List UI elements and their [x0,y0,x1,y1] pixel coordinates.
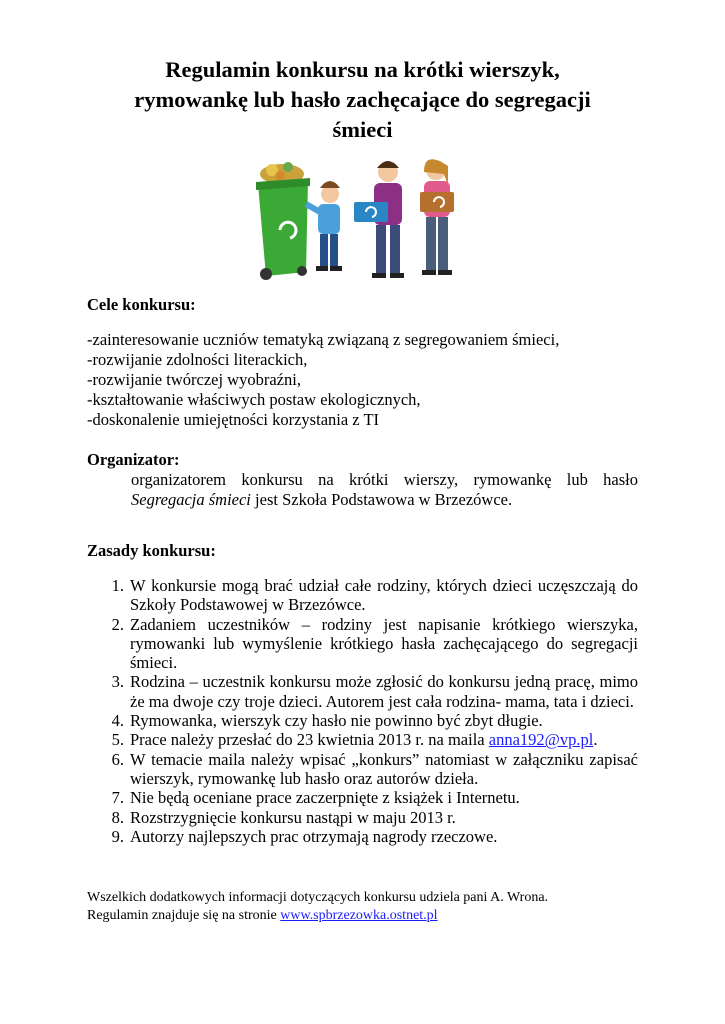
title-line-2: rymowankę lub hasło zachęcające do segregacji [134,87,591,112]
rule-number: 4. [111,711,124,731]
list-item [100,808,638,827]
rule-number: 1. [111,576,124,595]
rule-number: 8. [111,807,124,827]
email-link[interactable]: anna192@vp.pl [488,730,594,750]
organizer-heading: Organizator: [87,450,180,469]
rules-list [100,576,638,846]
website-link[interactable]: www.spbrzezowka.ostnet.pl [280,908,438,923]
rule-text: W temacie maila należy wpisać „konkurs” natomiast w załączniku zapisać wierszyk, rymowankę lub hasło oraz autorów dzieła. [130,749,638,788]
rule-text: W konkursie mogą brać udział całe rodziny, których dzieci uczęszczają do Szkoły Podstawowej w Brzezówce. [130,576,638,615]
list-item: -rozwijanie twórczej wyobraźni, [87,370,301,389]
rule-number: 5. [111,730,124,750]
list-item [100,730,638,749]
brown-crate-icon [420,192,454,212]
rule-text: Rodzina – uczestnik konkursu może zgłosić do konkursu jedną pracę, mimo że ma dwoje czy troje dzieci. Autorem jest cała rodzina- mama, tata i dzieci. [130,672,638,711]
list-item [100,711,638,730]
family-recycling-illustration [250,152,478,284]
rule-text: Rymowanka, wierszyk czy hasło nie powinno być zbyt długie. [130,711,543,731]
rules-heading: Zasady konkursu: [87,541,216,560]
rule-number: 9. [111,826,124,846]
list-item: -kształtowanie właściwych postaw ekologicznych, [87,390,421,409]
goals-heading: Cele konkursu: [87,295,196,314]
contest-name: Segregacja śmieci [131,490,251,509]
rule-number: 2. [111,614,124,634]
page-title [60,55,665,145]
list-item [100,827,638,846]
list-item [100,788,638,807]
list-item: -rozwijanie zdolności literackich, [87,350,308,369]
list-item [100,750,638,789]
rule-text: Nie będą oceniane prace zaczerpnięte z książek i Internetu. [130,788,520,808]
organizer-text [131,470,638,510]
rule-text: Rozstrzygnięcie konkursu nastąpi w maju 2013 r. [130,807,456,827]
organizer-rest: jest Szkoła Podstawowa w Brzezówce. [250,490,513,509]
title-line-1: Regulamin konkursu na krótki wierszyk, [165,57,560,82]
rule-number: 6. [111,749,124,769]
blue-crate-icon [354,202,388,222]
list-item: -zainteresowanie uczniów tematyką związaną z segregowaniem śmieci, [87,330,560,349]
list-item: -doskonalenie umiejętności korzystania z TI [87,410,380,429]
footer [87,889,548,925]
rule-text: Prace należy przesłać do 23 kwietnia 2013 r. na maila [130,730,489,750]
father-figure-icon [354,161,404,278]
list-item [100,576,638,615]
mother-figure-icon [420,159,454,275]
organizer-line-1: organizatorem konkursu na krótki wierszy, rymowankę lub hasło [131,470,638,489]
rule-text: Autorzy najlepszych prac otrzymają nagrody rzeczowe. [130,826,498,846]
rule-number: 7. [111,788,124,808]
footer-line-2-text: Regulamin znajduje się na stronie [87,908,281,923]
organizer-line-2 [131,490,638,510]
footer-line-2 [87,907,548,925]
list-item [100,615,638,673]
rule-number: 3. [111,672,124,692]
footer-line-1: Wszelkich dodatkowych informacji dotyczących konkursu udziela pani A. Wrona. [87,890,549,905]
title-line-3: śmieci [332,117,393,142]
child-figure-icon [306,181,342,271]
rule-text-end: . [593,730,598,750]
green-bin-icon [256,162,310,280]
list-item [100,672,638,711]
rule-text: Zadaniem uczestników – rodziny jest napisanie krótkiego wierszyka, rymowanki lub wymyślenie krótkiego hasła zachęcającego do segregacji śmieci. [130,614,638,673]
goals-list [87,330,559,430]
